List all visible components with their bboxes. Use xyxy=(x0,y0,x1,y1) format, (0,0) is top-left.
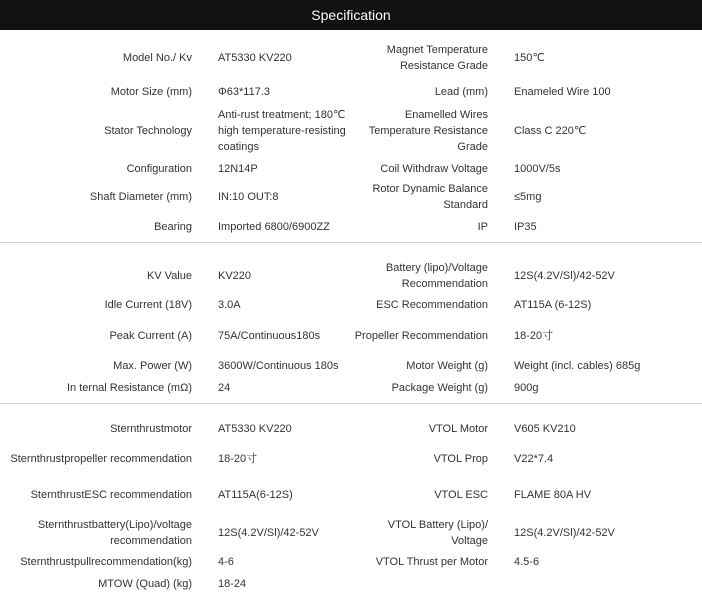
spec-label: Motor Size (mm) xyxy=(110,86,192,98)
spec-value: 900g xyxy=(514,382,539,394)
spec-row xyxy=(0,106,702,156)
spec-label: VTOL Battery (Lipo)/ Voltage xyxy=(387,519,488,547)
spec-value: 12S(4.2V/Sl)/42-52V xyxy=(514,270,615,282)
spec-label: VTOL ESC xyxy=(434,489,488,501)
spec-label: Enamelled Wires Temperature Resistance Grade xyxy=(368,109,488,153)
spec-section-electrical xyxy=(0,243,702,403)
spec-value: 4.5-6 xyxy=(514,556,540,568)
spec-label: Package Weight (g) xyxy=(391,382,488,394)
spec-value: Class C 220℃ xyxy=(514,125,587,137)
spec-label: Magnet Temperature Resistance Grade xyxy=(386,44,488,72)
spec-row xyxy=(0,478,702,512)
spec-section-vtol xyxy=(0,404,702,600)
spec-value: 75A/Continuous180s xyxy=(218,330,321,342)
spec-value: IP35 xyxy=(514,221,537,233)
spec-label xyxy=(348,574,488,594)
spec-value: ≤5mg xyxy=(514,191,542,203)
spec-value: FLAME 80A HV xyxy=(514,489,592,501)
spec-row xyxy=(0,552,702,572)
spec-row xyxy=(0,377,702,399)
spec-label: Battery (lipo)/Voltage Recommendation xyxy=(385,262,488,290)
spec-label: Lead (mm) xyxy=(434,86,488,98)
spec-label: Sternthrustbattery(Lipo)/voltage recommendation xyxy=(37,519,192,547)
spec-value: 4-6 xyxy=(218,556,234,568)
spec-value: Anti-rust treatment; 180℃ high temperature-resisting coatings xyxy=(218,109,346,153)
spec-label: Sternthrustmotor xyxy=(110,423,192,435)
spec-value: 18-20寸 xyxy=(514,330,554,342)
spec-value: KV220 xyxy=(218,270,252,282)
spec-value: 1000V/5s xyxy=(514,163,561,175)
spec-value: 24 xyxy=(218,382,231,394)
spec-label: Max. Power (W) xyxy=(113,360,192,372)
spec-value: AT115A(6-12S) xyxy=(218,489,293,501)
spec-label: VTOL Prop xyxy=(433,453,488,465)
spec-row xyxy=(0,442,702,476)
spec-row xyxy=(0,574,702,594)
spec-label: Peak Current (A) xyxy=(109,330,192,342)
spec-label: Stator Technology xyxy=(104,125,192,137)
spec-value: 12N14P xyxy=(218,163,258,175)
spec-label: MTOW (Quad) (kg) xyxy=(98,578,192,590)
spec-section-motor xyxy=(0,30,702,242)
spec-label: Sternthrustpullrecommendation(kg) xyxy=(20,556,192,568)
spec-label: VTOL Thrust per Motor xyxy=(375,556,488,568)
spec-value: 3.0A xyxy=(218,299,241,311)
spec-header xyxy=(0,0,702,30)
spec-label: Propeller Recommendation xyxy=(354,330,488,342)
spec-value: AT5330 KV220 xyxy=(218,52,292,64)
spec-row xyxy=(0,80,702,104)
page-title: Specification xyxy=(311,7,391,23)
spec-label: SternthrustESC recommendation xyxy=(30,489,192,501)
spec-row xyxy=(0,259,702,293)
spec-value: Enameled Wire 100 xyxy=(514,86,611,98)
spec-value: 3600W/Continuous 180s xyxy=(218,360,339,372)
spec-row xyxy=(0,418,702,440)
spec-label: Shaft Diameter (mm) xyxy=(89,191,192,203)
spec-label: Model No./ Kv xyxy=(122,52,192,64)
spec-value: 18-24 xyxy=(218,578,247,590)
spec-label: Bearing xyxy=(154,221,192,233)
spec-value: 12S(4.2V/Sl)/42-52V xyxy=(218,527,319,539)
spec-row xyxy=(0,516,702,550)
spec-label: IP xyxy=(477,221,488,233)
spec-label: Sternthrustpropeller recommendation xyxy=(10,453,192,465)
spec-row xyxy=(0,355,702,377)
spec-value: Imported 6800/6900ZZ xyxy=(218,221,330,233)
spec-row xyxy=(0,180,702,214)
spec-value: Φ63*117.3 xyxy=(218,86,271,98)
spec-label: KV Value xyxy=(146,270,192,282)
spec-row xyxy=(0,293,702,317)
spec-label: Coil Withdraw Voltage xyxy=(380,163,488,175)
spec-label: Idle Current (18V) xyxy=(104,299,192,311)
spec-row xyxy=(0,158,702,180)
spec-value: V22*7.4 xyxy=(514,453,554,465)
spec-label: Configuration xyxy=(126,163,192,175)
spec-label: ESC Recommendation xyxy=(376,299,488,311)
spec-value: IN:10 OUT:8 xyxy=(218,191,279,203)
spec-value: AT115A (6-12S) xyxy=(514,299,592,311)
spec-value: 18-20寸 xyxy=(218,453,258,465)
spec-value: AT5330 KV220 xyxy=(218,423,292,435)
spec-row xyxy=(0,38,702,78)
spec-value xyxy=(514,574,694,594)
spec-value: V605 KV210 xyxy=(514,423,576,435)
spec-label: In ternal Resistance (mΩ) xyxy=(67,382,192,394)
spec-label: Motor Weight (g) xyxy=(406,360,488,372)
spec-value: 12S(4.2V/Sl)/42-52V xyxy=(514,527,615,539)
spec-row xyxy=(0,318,702,354)
spec-label: Rotor Dynamic Balance Standard xyxy=(372,183,488,211)
spec-value: 150℃ xyxy=(514,52,545,64)
spec-row xyxy=(0,216,702,238)
spec-label: VTOL Motor xyxy=(428,423,488,435)
spec-value: Weight (incl. cables) 685g xyxy=(514,360,641,372)
